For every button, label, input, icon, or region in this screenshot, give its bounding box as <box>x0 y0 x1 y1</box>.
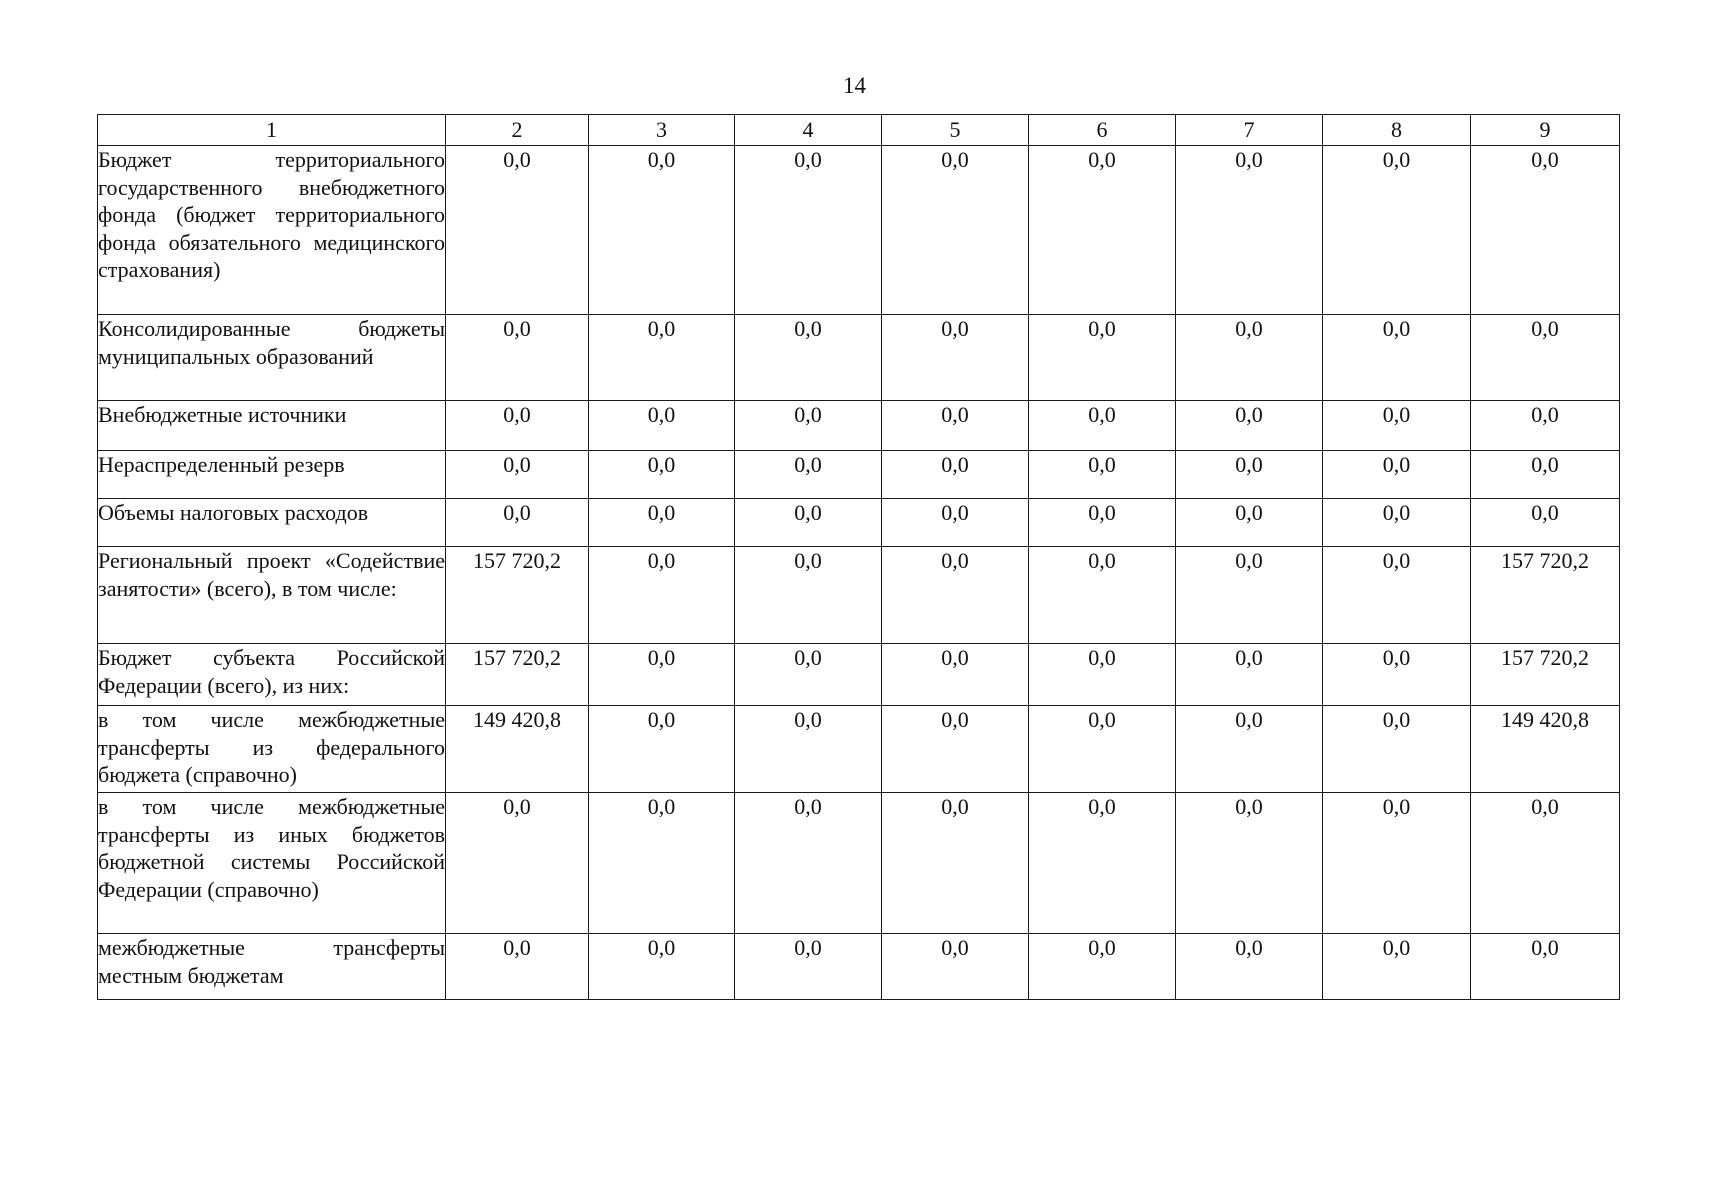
table-cell: 0,0 <box>1029 793 1176 934</box>
row-label: в том числе межбюджетные трансферты из иных бюджетов бюджетной системы Российской Федерации (справочно) <box>98 793 446 934</box>
table-cell: 0,0 <box>589 451 735 499</box>
table-cell: 0,0 <box>735 499 882 547</box>
table-cell: 0,0 <box>1323 547 1471 644</box>
table-cell: 0,0 <box>589 315 735 401</box>
table-cell: 0,0 <box>1176 146 1323 315</box>
table-cell: 0,0 <box>589 706 735 793</box>
column-header: 2 <box>446 115 589 146</box>
table-cell: 0,0 <box>589 644 735 706</box>
table-cell: 0,0 <box>1176 934 1323 1000</box>
table-cell: 0,0 <box>1176 644 1323 706</box>
row-label: Объемы налоговых расходов <box>98 499 446 547</box>
table-cell: 0,0 <box>735 146 882 315</box>
table-cell: 0,0 <box>882 499 1029 547</box>
table-cell: 0,0 <box>735 793 882 934</box>
row-label: Нераспределенный резерв <box>98 451 446 499</box>
table-cell: 0,0 <box>1029 547 1176 644</box>
table-cell: 0,0 <box>446 315 589 401</box>
table-cell: 0,0 <box>589 547 735 644</box>
column-header: 4 <box>735 115 882 146</box>
table-row <box>98 451 1620 499</box>
table-cell: 0,0 <box>882 644 1029 706</box>
row-label: межбюджетные трансферты местным бюджетам <box>98 934 446 1000</box>
table-cell: 0,0 <box>1029 499 1176 547</box>
table-cell: 0,0 <box>882 315 1029 401</box>
table-cell: 0,0 <box>589 499 735 547</box>
table-cell: 149 420,8 <box>446 706 589 793</box>
table-cell: 0,0 <box>1323 401 1471 451</box>
table-cell: 0,0 <box>1029 401 1176 451</box>
table-cell: 0,0 <box>1176 401 1323 451</box>
table-cell: 0,0 <box>446 499 589 547</box>
table-cell: 0,0 <box>1176 706 1323 793</box>
table-cell: 0,0 <box>1323 499 1471 547</box>
table-cell: 157 720,2 <box>1471 644 1620 706</box>
table-cell: 0,0 <box>882 146 1029 315</box>
table-row <box>98 146 1620 315</box>
table-cell: 0,0 <box>1471 315 1620 401</box>
table-row <box>98 499 1620 547</box>
column-header: 3 <box>589 115 735 146</box>
table-cell: 0,0 <box>1323 146 1471 315</box>
column-header: 9 <box>1471 115 1620 146</box>
table-cell: 0,0 <box>446 401 589 451</box>
table-cell: 157 720,2 <box>1471 547 1620 644</box>
table-row <box>98 315 1620 401</box>
table-cell: 0,0 <box>735 644 882 706</box>
column-header: 7 <box>1176 115 1323 146</box>
table-cell: 0,0 <box>1029 146 1176 315</box>
table-cell: 0,0 <box>446 934 589 1000</box>
table-cell: 0,0 <box>1029 706 1176 793</box>
table-cell: 0,0 <box>589 793 735 934</box>
table-cell: 0,0 <box>1176 451 1323 499</box>
table-cell: 0,0 <box>882 401 1029 451</box>
table-cell: 0,0 <box>1471 401 1620 451</box>
table-row <box>98 401 1620 451</box>
table-cell: 0,0 <box>735 401 882 451</box>
row-label: Консолидированные бюджеты муниципальных образований <box>98 315 446 401</box>
table-cell: 0,0 <box>735 934 882 1000</box>
table-cell: 0,0 <box>1176 547 1323 644</box>
table-row <box>98 547 1620 644</box>
row-label: Бюджет субъекта Российской Федерации (всего), из них: <box>98 644 446 706</box>
table-cell: 0,0 <box>1323 934 1471 1000</box>
table-cell: 0,0 <box>1029 315 1176 401</box>
table-cell: 157 720,2 <box>446 547 589 644</box>
table-cell: 0,0 <box>446 146 589 315</box>
table-cell: 0,0 <box>1323 644 1471 706</box>
table-cell: 0,0 <box>1471 499 1620 547</box>
row-label: Бюджет территориального государственного внебюджетного фонда (бюджет территориального фонда обязательного медицинского страхования) <box>98 146 446 315</box>
table-cell: 0,0 <box>1176 793 1323 934</box>
table-cell: 0,0 <box>1471 793 1620 934</box>
table-cell: 149 420,8 <box>1471 706 1620 793</box>
column-header: 8 <box>1323 115 1471 146</box>
table-row <box>98 934 1620 1000</box>
page-number: 14 <box>843 73 866 98</box>
table-cell: 0,0 <box>882 934 1029 1000</box>
table-row <box>98 793 1620 934</box>
table-cell: 0,0 <box>1323 793 1471 934</box>
table-cell: 0,0 <box>735 547 882 644</box>
table-cell: 0,0 <box>1323 706 1471 793</box>
table-cell: 0,0 <box>1471 451 1620 499</box>
row-label: Внебюджетные источники <box>98 401 446 451</box>
table-cell: 0,0 <box>882 451 1029 499</box>
table-cell: 0,0 <box>735 315 882 401</box>
table-cell: 0,0 <box>589 401 735 451</box>
table-cell: 0,0 <box>1176 499 1323 547</box>
table-cell: 0,0 <box>882 793 1029 934</box>
budget-table <box>97 114 1620 1000</box>
row-label: Региональный проект «Содействие занятости» (всего), в том числе: <box>98 547 446 644</box>
table-cell: 0,0 <box>1323 315 1471 401</box>
table-cell: 0,0 <box>446 793 589 934</box>
table-cell: 0,0 <box>446 451 589 499</box>
table-cell: 0,0 <box>1471 934 1620 1000</box>
table-cell: 0,0 <box>1029 644 1176 706</box>
table-cell: 0,0 <box>589 934 735 1000</box>
row-label: в том числе межбюджетные трансферты из федерального бюджета (справочно) <box>98 706 446 793</box>
table-cell: 0,0 <box>1471 146 1620 315</box>
table-cell: 0,0 <box>735 706 882 793</box>
column-header: 5 <box>882 115 1029 146</box>
column-header: 1 <box>98 115 446 146</box>
table-cell: 0,0 <box>882 547 1029 644</box>
table-cell: 0,0 <box>1029 934 1176 1000</box>
column-header: 6 <box>1029 115 1176 146</box>
table-cell: 0,0 <box>1029 451 1176 499</box>
header-row <box>98 115 1620 146</box>
table-cell: 157 720,2 <box>446 644 589 706</box>
table-cell: 0,0 <box>1176 315 1323 401</box>
table-row <box>98 644 1620 706</box>
table-row <box>98 706 1620 793</box>
table-cell: 0,0 <box>1323 451 1471 499</box>
table-cell: 0,0 <box>882 706 1029 793</box>
table-cell: 0,0 <box>589 146 735 315</box>
table-cell: 0,0 <box>735 451 882 499</box>
